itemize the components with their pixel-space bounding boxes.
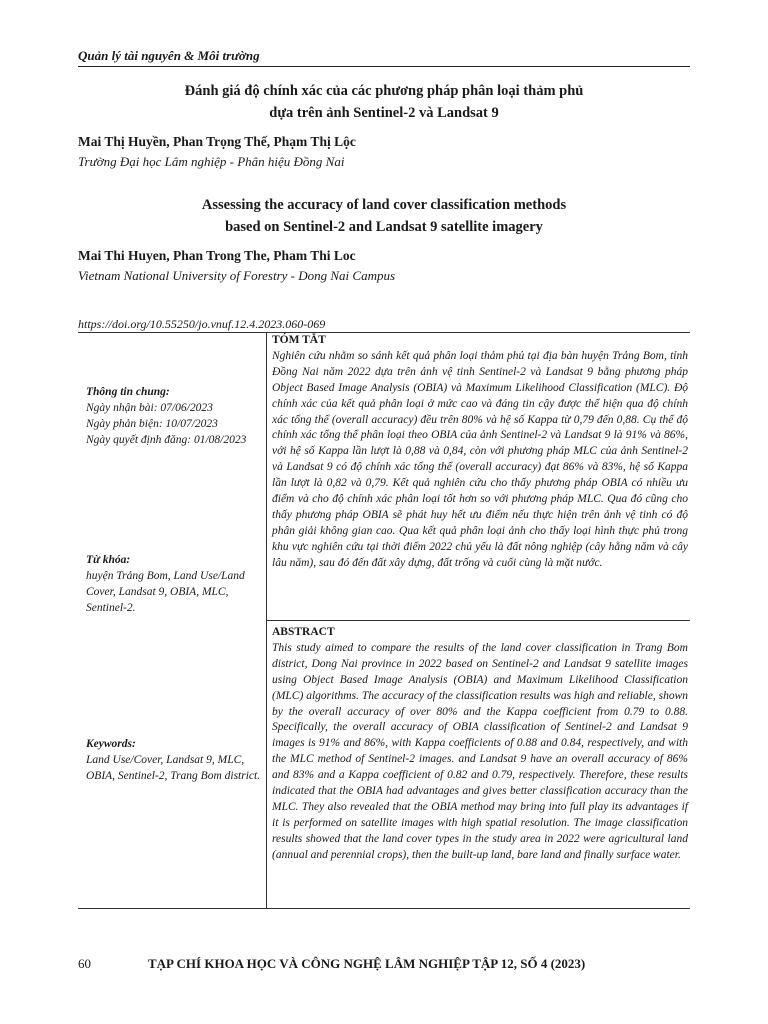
vietnamese-abstract-heading: TÓM TẮT: [272, 334, 326, 346]
vietnamese-keywords-text: huyện Trảng Bom, Land Use/Land Cover, Landsat 9, OBIA, MLC, Sentinel-2.: [86, 570, 245, 614]
vietnamese-authors: Mai Thị Huyền, Phan Trọng Thế, Phạm Thị Lộc: [78, 134, 356, 149]
english-abstract: [272, 625, 688, 864]
english-affiliation: Vietnam National University of Forestry - Dong Nai Campus: [78, 268, 396, 283]
footer-journal-name: TẠP CHÍ KHOA HỌC VÀ CÔNG NGHỆ LÂM NGHIỆP TẬP 12, SỐ 4 (2023): [148, 956, 586, 971]
received-date: Ngày nhận bài: 07/06/2023: [86, 402, 213, 414]
english-title: [78, 194, 690, 238]
vietnamese-keywords: [86, 552, 262, 616]
vietnamese-title-line-2: dựa trên ảnh Sentinel-2 và Landsat 9: [269, 105, 499, 121]
page-number: 60: [78, 956, 91, 971]
english-abstract-text: This study aimed to compare the results of the land cover classification in Trang Bom district, Dong Nai province in 2022 based on Sentinel-2 and Landsat 9 satellite images using Object Based Image Analysis (OBIA) and Maximum Likelihood Classification (MLC) algorithms. The accuracy of the classification results was high and reliable, shown by the overall accuracy of over 80% and the Kappa coefficient from 0.79 to 0.88. Specifically, the overall accuracy of OBIA classification of Sentinel-2 and Landsat 9 images is 91% and 86%, with Kappa coefficients of 0.88 and 0.84, respectively, and with the MLC method of Sentinel-2 images. and Landsat 9 have an overall accuracy of 86% and 83% and a Kappa coefficient of 0.82 and 0.79, respectively. Therefore, these results indicated that the OBIA had advantages and gives better classification accuracy than the MLC. They also revealed that the OBIA method may bring into full play its advantages if it is performed on satellite images with high spatial resolution. The image classification results showed that the land cover types in the study area in 2022 were agricultural land (annual and perennial crops), then the built-up land, bare land and finally surface water.: [272, 641, 688, 861]
table-row-divider: [266, 620, 690, 621]
article-info: [86, 384, 262, 448]
english-keywords: [86, 736, 262, 784]
english-title-line-1: Assessing the accuracy of land cover classification methods: [201, 197, 567, 213]
english-keywords-text: Land Use/Cover, Landsat 9, MLC, OBIA, Sentinel-2, Trang Bom district.: [86, 754, 261, 782]
vietnamese-affiliation: Trường Đại học Lâm nghiệp - Phân hiệu Đồng Nai: [78, 154, 345, 169]
english-authors: Mai Thi Huyen, Phan Trong The, Pham Thi Loc: [78, 248, 356, 263]
english-keywords-label: Keywords:: [86, 738, 136, 750]
reviewed-date: Ngày phản biện: 10/07/2023: [86, 418, 218, 430]
english-abstract-heading: ABSTRACT: [272, 626, 335, 638]
vietnamese-keywords-label: Từ khóa:: [86, 554, 131, 566]
vietnamese-abstract: [272, 333, 688, 572]
accepted-date: Ngày quyết định đăng: 01/08/2023: [86, 434, 247, 446]
vietnamese-title-line-1: Đánh giá độ chính xác của các phương pháp phân loại thảm phủ: [184, 83, 584, 99]
article-info-label: Thông tin chung:: [86, 386, 170, 398]
doi-link[interactable]: https://doi.org/10.55250/jo.vnuf.12.4.2023.060-069: [78, 317, 326, 331]
table-bottom-border: [78, 908, 690, 909]
journal-section-header: Quản lý tài nguyên & Môi trường: [78, 48, 690, 67]
english-title-line-2: based on Sentinel-2 and Landsat 9 satellite imagery: [225, 219, 543, 235]
vietnamese-abstract-text: Nghiên cứu nhằm so sánh kết quả phân loại thảm phủ tại địa bàn huyện Trảng Bom, tỉnh Đồng Nai năm 2022 dựa trên ảnh vệ tinh Sentinel-2 và Landsat 9 bằng phương pháp Object Based Image Analysis (OBIA) và Maximum Likelihood Classification (MLC). Độ chính xác của kết quả phân loại ở mức cao và đáng tin cậy được thể hiện qua độ chính xác tổng thể (overall accuracy) đều trên 80% và hệ số Kappa từ 0,79 đến 0,88. Cụ thể độ chính xác tổng thể phân loại theo OBIA của ảnh Sentinel-2 và Landsat 9 là 91% và 86%, với hệ số Kappa lần lượt là 0,88 và 0,84, còn với phương pháp MLC của ảnh Sentinel-2 và Landsat 9 có độ chính xác tổng thể (overall accuracy) đạt 86% và 83%, hệ số Kappa lần lượt là 0,82 và 0,79. Kết quả nghiên cứu cho thấy phương pháp OBIA có nhiều ưu điểm và cho độ chính xác phân loại tốt hơn so với phương pháp MLC. Qua đó cũng cho thấy phương pháp OBIA sẽ phát huy hết ưu điểm nếu thực hiện trên ảnh vệ tinh có độ phân giải không gian cao. Qua kết quả phân loại ảnh cho thấy loại hình thực phủ trong khu vực nghiên cứu tại thời điểm 2022 chủ yếu là đất nông nghiệp (cây hằng năm và cây lâu năm), sau đó đến đất xây dựng, đất trống và cuối cùng là mặt nước.: [272, 349, 688, 569]
vietnamese-title: [78, 80, 690, 124]
